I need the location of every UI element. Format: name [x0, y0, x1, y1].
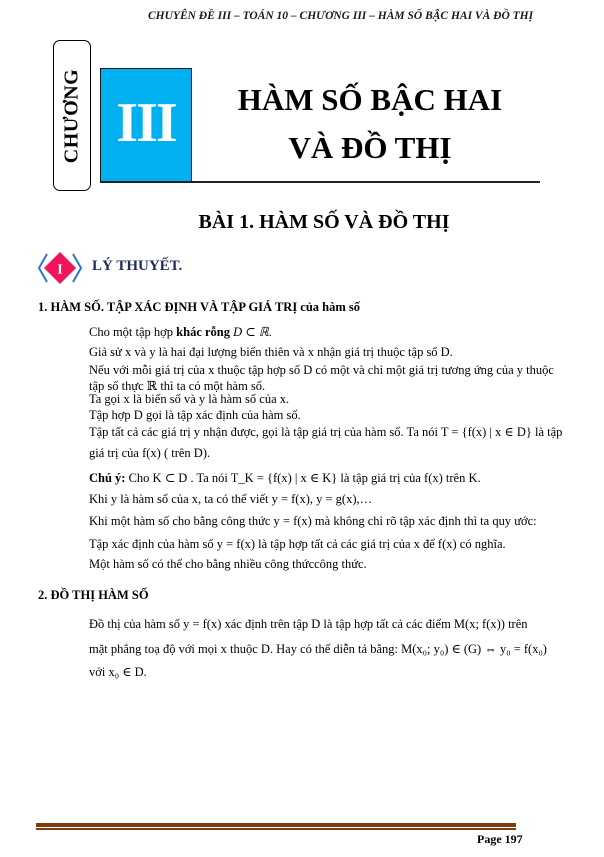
lesson-title: BÀI 1. HÀM SỐ VÀ ĐỒ THỊ — [198, 211, 450, 233]
chapter-tab-label: CHƯƠNG — [60, 68, 83, 163]
page-number: Page 197 — [477, 832, 523, 846]
chapter-title — [200, 76, 540, 172]
paragraph-line: với x₀ ∈ D. — [89, 665, 147, 679]
chapter-number-box — [100, 68, 192, 182]
footer-divider-thin — [36, 828, 516, 830]
subsection-heading-2: 2. ĐỒ THỊ HÀM SỐ — [38, 588, 149, 602]
paragraph-line: Khi y là hàm số của x, ta có thể viết y = f(x), y = g(x),… — [89, 492, 373, 506]
chapter-underline-divider — [100, 181, 540, 183]
paragraph-line: Ta gọi x là biến số và y là hàm số của x. — [89, 392, 290, 406]
paragraph-line: Khi một hàm số cho bằng công thức y = f(x) mà không chỉ rõ tập xác định thì ta quy ước: — [89, 514, 537, 528]
running-header: CHUYÊN ĐỀ III – TOÁN 10 – CHƯƠNG III – HÀM SỐ BẬC HAI VÀ ĐỒ THỊ — [148, 10, 534, 22]
chapter-number: III — [116, 92, 176, 154]
paragraph-line: mặt phẳng toạ độ với mọi x thuộc D. Hay có thể diễn tả bằng: M(x₀; y₀) ∈ (G) ⇔ y₀ = f(x₀) — [89, 642, 547, 656]
paragraph-line: Tập xác định của hàm số y = f(x) là tập hợp tất cả các giá trị của x để f(x) có nghĩa. — [89, 537, 506, 551]
footer-divider-thick — [36, 823, 516, 827]
paragraph-line: Tập tất cả các giá trị y nhận được, gọi là tập giá trị của hàm số. Ta nói T = {f(x) | x ∈ D} là tập — [89, 425, 563, 439]
note-line: Chú ý: Cho K ⊂ D . Ta nói T_K = {f(x) | x ∈ K} là tập giá trị của f(x) trên K. — [89, 471, 481, 485]
chapter-title-line-2: VÀ ĐỒ THỊ — [288, 130, 452, 165]
paragraph-line: Tập hợp D gọi là tập xác định của hàm số. — [89, 408, 301, 422]
paragraph-line: Một hàm số có thể cho bằng nhiều công thứccông thức. — [89, 557, 367, 571]
paragraph-line: Đồ thị của hàm số y = f(x) xác định trên tập D là tập hợp tất cả các điểm M(x; f(x)) trên — [89, 617, 528, 631]
section-badge-diamond-icon — [37, 250, 83, 286]
paragraph-line: Giả sử x và y là hai đại lượng biến thiên và x nhận giá trị thuộc tập số D. — [89, 345, 453, 359]
paragraph-line: tập số thực ℝ thì ta có một hàm số. — [89, 379, 266, 393]
section-badge-number: I — [57, 262, 63, 278]
chapter-tab — [53, 40, 91, 191]
paragraph-line: giá trị của f(x) ( trên D). — [89, 446, 211, 460]
section-heading: LÝ THUYẾT. — [92, 258, 183, 274]
paragraph-line: Cho một tập hợp khác rỗng D ⊂ ℝ. — [89, 325, 272, 339]
chapter-title-line-1: HÀM SỐ BẬC HAI — [237, 82, 503, 117]
subsection-heading-1: 1. HÀM SỐ. TẬP XÁC ĐỊNH VÀ TẬP GIÁ TRỊ của hàm số — [38, 300, 361, 314]
paragraph-line: Nếu với mỗi giá trị của x thuộc tập hợp số D có một và chỉ một giá trị tương ứng của y thuộc — [89, 363, 554, 377]
